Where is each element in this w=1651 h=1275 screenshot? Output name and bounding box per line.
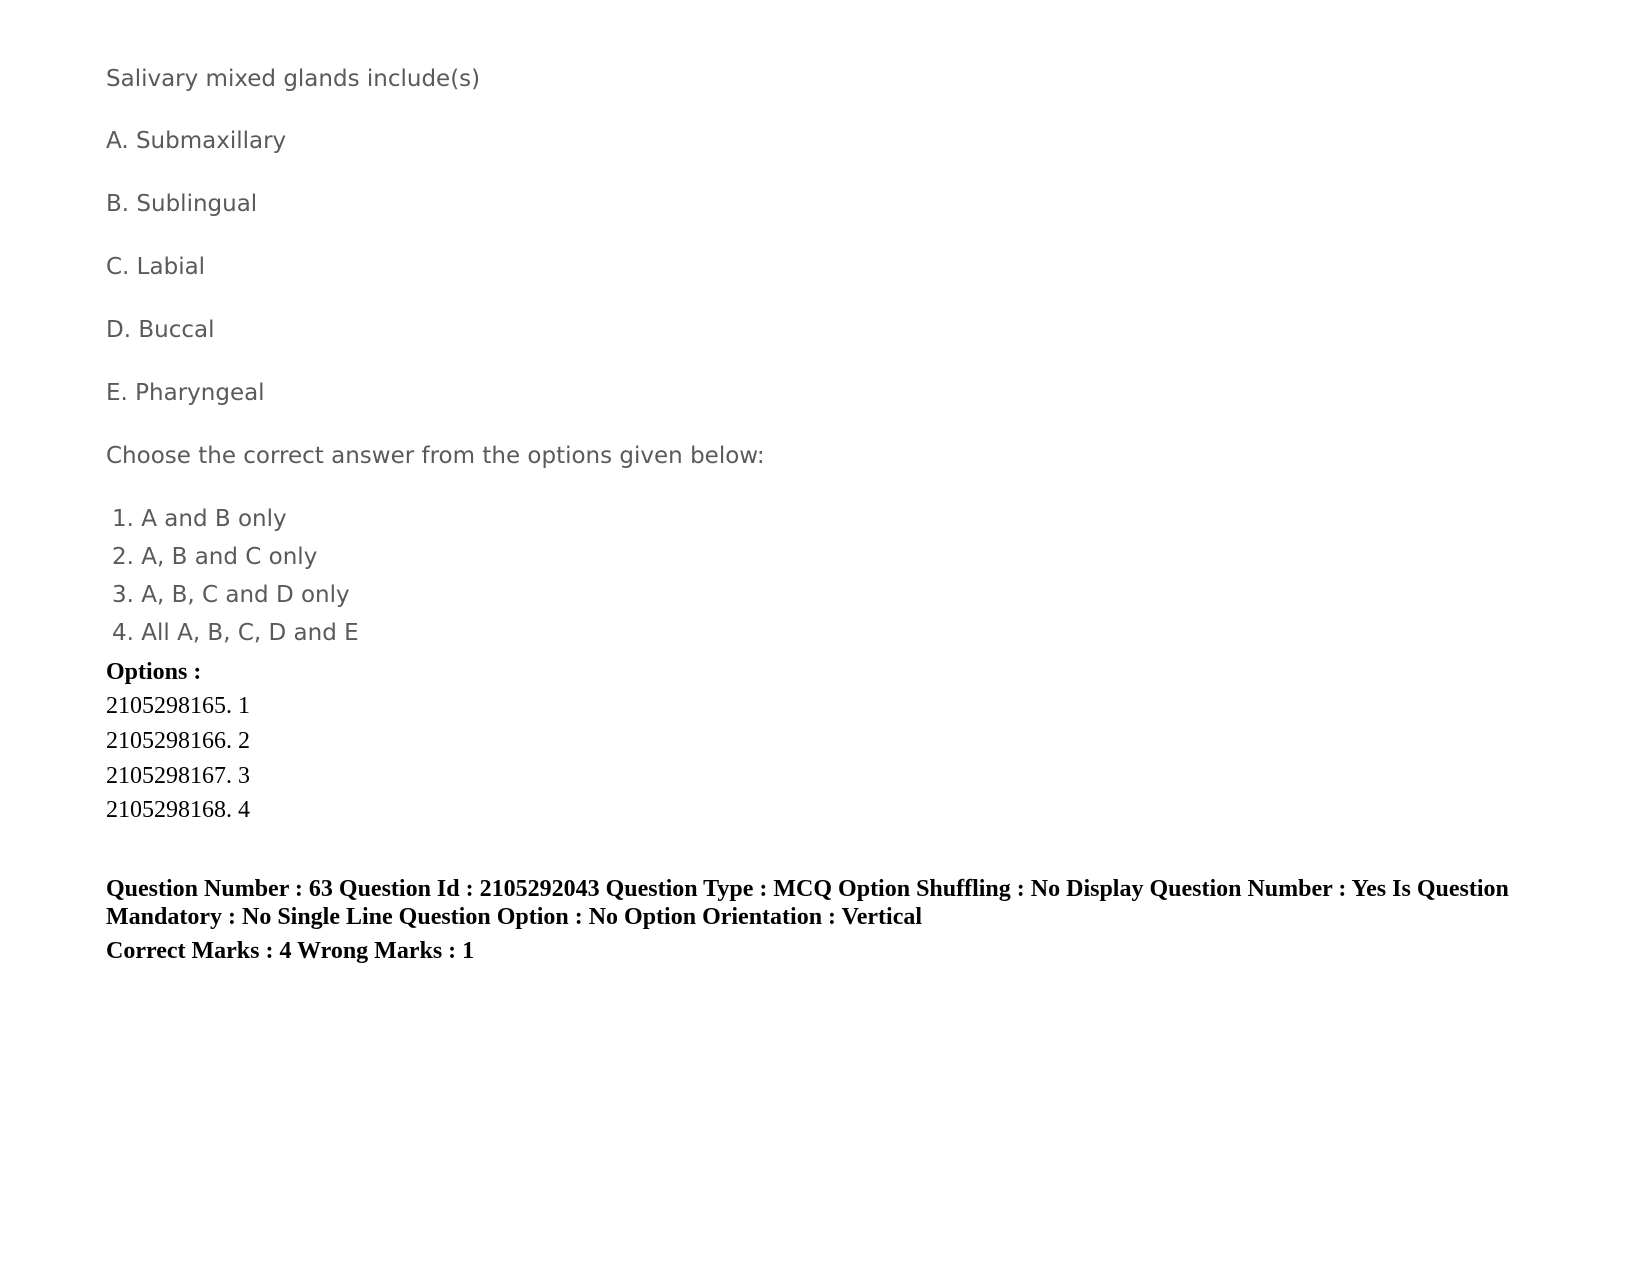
statement-d: D. Buccal bbox=[106, 317, 215, 343]
statement-a: A. Submaxillary bbox=[106, 128, 287, 154]
question-marks: Correct Marks : 4 Wrong Marks : 1 bbox=[106, 938, 475, 964]
option-item: 2105298166. 2 bbox=[106, 728, 250, 754]
choice-3: 3. A, B, C and D only bbox=[112, 582, 350, 608]
options-heading: Options : bbox=[106, 659, 202, 685]
choice-1: 1. A and B only bbox=[112, 506, 287, 532]
question-prompt: Salivary mixed glands include(s) bbox=[106, 66, 481, 92]
option-item: 2105298165. 1 bbox=[106, 693, 250, 719]
statement-c: C. Labial bbox=[106, 254, 206, 280]
choice-4: 4. All A, B, C, D and E bbox=[112, 620, 359, 646]
statement-b: B. Sublingual bbox=[106, 191, 258, 217]
option-item: 2105298167. 3 bbox=[106, 763, 250, 789]
question-meta: Question Number : 63 Question Id : 2105292043 Question Type : MCQ Option Shuffling : No Display Question Number : Yes Is Question Mandatory : No Single Line Question Option : No Option Orientation : Vertical bbox=[106, 876, 1509, 930]
question-instruction: Choose the correct answer from the options given below: bbox=[106, 443, 765, 469]
choice-2: 2. A, B and C only bbox=[112, 544, 318, 570]
statement-e: E. Pharyngeal bbox=[106, 380, 265, 406]
option-item: 2105298168. 4 bbox=[106, 797, 250, 823]
